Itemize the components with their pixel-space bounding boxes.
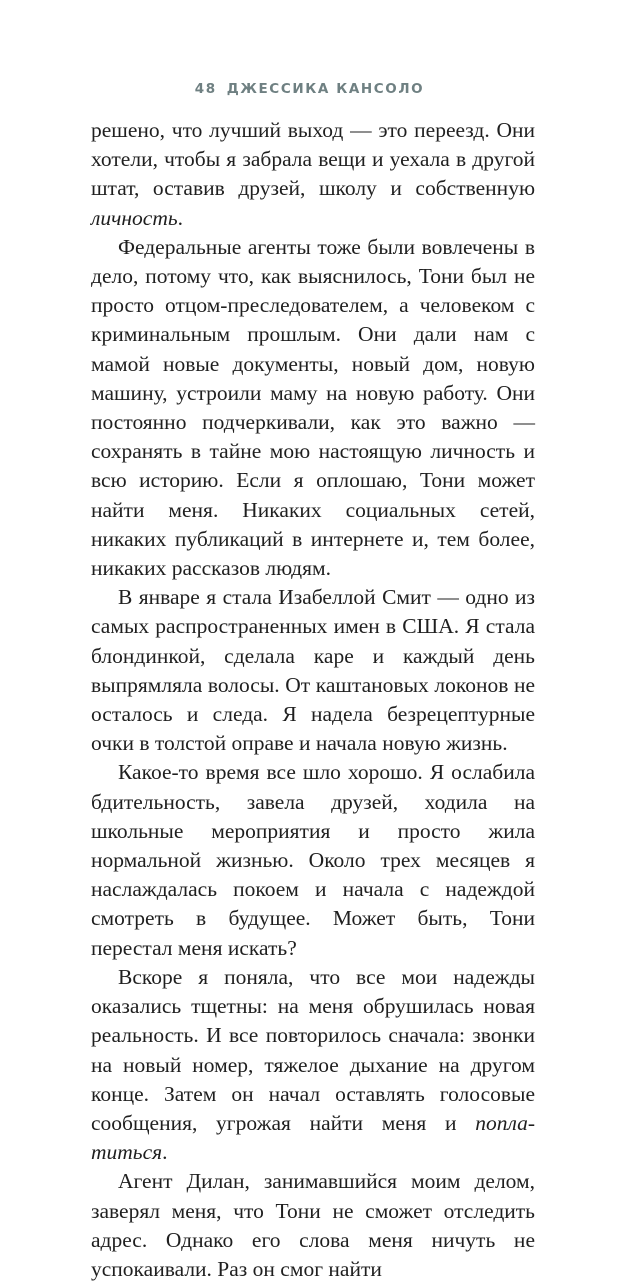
body-text: [91, 116, 535, 1284]
paragraph: Вскоре я поняла, что все мои надежды оказались тщетны: на меня обрушилась новая реальность. И все повторилось сначала: звонки на новый номер, тяжелое дыхание на другом конце. Затем он начал оставлять голосовые сообщения, угрожая найти меня и поплатиться.: [91, 964, 535, 1165]
running-head: [0, 81, 619, 97]
paragraph: Какое-то время все шло хорошо. Я ослабила бдительность, завела друзей, ходила на школьные мероприятия и просто жила нормальной жизнью. Около трех месяцев я наслаждалась покоем и начала с надеждой смотреть в будущее. Может быть, Тони перестал меня искать?: [91, 760, 535, 960]
author-name: ДЖЕССИКА КАНСОЛО: [226, 81, 425, 97]
paragraph: В январе я стала Изабеллой Смит — одно из самых распространенных имен в США. Я стала блондинкой, сделала каре и каждый день выпрямляла волосы. От каштановых локонов не осталось и следа. Я надела безрецептурные очки в толстой оправе и начала новую жизнь.: [91, 585, 535, 756]
page-number: 48: [194, 81, 217, 97]
paragraph: решено, что лучший выход — это переезд. Они хотели, чтобы я забрала вещи и уехала в другой штат, оставив друзей, школу и собственную личность.: [91, 118, 535, 230]
italic-emphasis: поплатиться: [91, 1110, 535, 1165]
italic-emphasis: личность: [91, 205, 178, 230]
paragraph: Федеральные агенты тоже были вовлечены в дело, потому что, как выяснилось, Тони был не просто отцом-преследователем, а человеком с криминальным прошлым. Они дали нам с мамой новые документы, новый дом, новую машину, устроили маму на новую работу. Они постоянно подчеркивали, как это важно — сохранять в тайне мою настоящую личность и всю историю. Если я оплошаю, Тони может найти меня. Никаких социальных сетей, никаких публикаций в интернете и, тем более, никаких рассказов людям.: [91, 234, 535, 581]
paragraph: Агент Дилан, занимавшийся моим делом, заверял меня, что Тони не сможет отследить адрес. Однако его слова меня ничуть не успокаивали. Раз он смог найти: [91, 1169, 535, 1281]
